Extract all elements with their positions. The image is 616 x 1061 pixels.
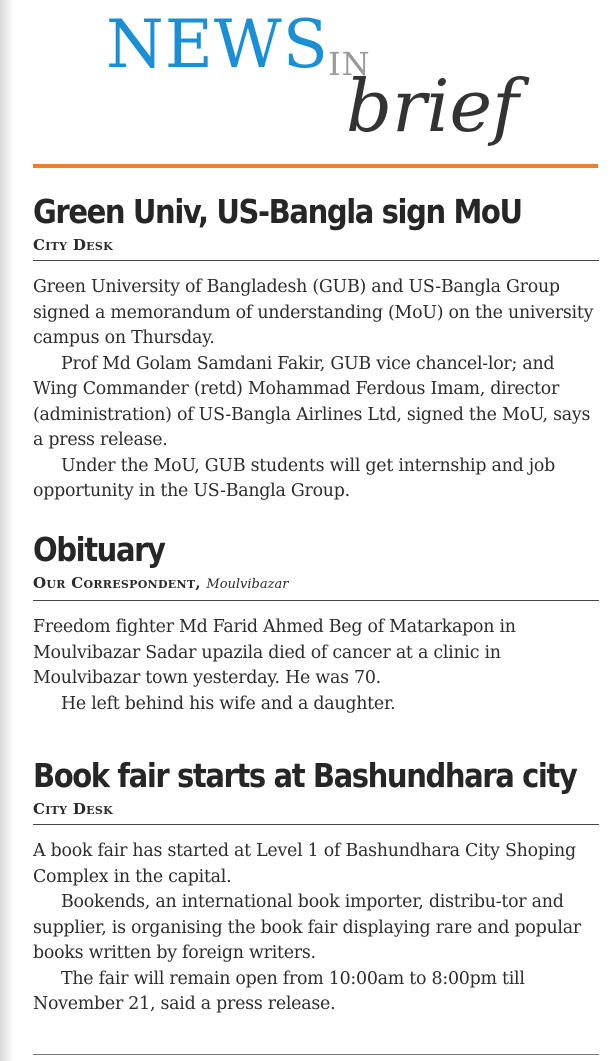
story-headline: Green Univ, US-Bangla sign MoU <box>33 192 522 231</box>
story-green-univ <box>33 192 603 505</box>
story-paragraph: The fair will remain open from 10:00am to 8:00pm till November 21, said a press release. <box>33 968 525 1014</box>
story-headline: Obituary <box>33 530 165 569</box>
byline-desk: City Desk <box>33 236 113 254</box>
story-byline <box>33 234 603 256</box>
byline-rule <box>33 824 599 825</box>
story-paragraph: Bookends, an international book importer, distribu-tor and supplier, is organising the book fair displaying rare and popular books written by foreign writers. <box>33 892 581 963</box>
byline-correspondent: Our Correspondent, <box>33 574 201 592</box>
byline-rule <box>33 600 599 601</box>
story-paragraph: Freedom fighter Md Farid Ahmed Beg of Matarkapon in Moulvibazar Sadar upazila died of cancer at a clinic in Moulvibazar town yesterday. He was 70. <box>33 617 516 688</box>
story-paragraph: Prof Md Golam Samdani Fakir, GUB vice chancel-lor; and Wing Commander (retd) Mohammad Ferdous Imam, director (administration) of US-Bangla Airlines Ltd, signed the MoU, says a press release. <box>33 353 591 450</box>
story-byline <box>33 572 603 596</box>
story-headline: Book fair starts at Bashundhara city <box>33 756 577 795</box>
story-obituary <box>33 530 603 717</box>
masthead-in: IN <box>328 45 371 83</box>
page-edge-shadow <box>0 0 14 1061</box>
masthead-rule <box>33 164 598 168</box>
story-paragraph: Green University of Bangladesh (GUB) and US-Bangla Group signed a memorandum of understanding (MoU) on the university campus on Thursday. <box>33 277 594 348</box>
bottom-rule <box>33 1054 599 1055</box>
masthead-news: NEWS <box>106 6 329 83</box>
story-book-fair <box>33 756 603 1018</box>
story-body <box>33 275 603 505</box>
masthead-brief: brief <box>346 64 519 148</box>
byline-desk: City Desk <box>33 800 113 818</box>
story-paragraph: He left behind his wife and a daughter. <box>61 693 396 714</box>
story-byline <box>33 798 603 820</box>
story-body <box>33 615 603 717</box>
story-paragraph: A book fair has started at Level 1 of Bashundhara City Shoping Complex in the capital. <box>33 841 576 887</box>
masthead <box>100 4 560 154</box>
byline-place: Moulvibazar <box>206 577 289 592</box>
byline-rule <box>33 260 599 261</box>
story-body <box>33 839 603 1018</box>
story-paragraph: Under the MoU, GUB students will get internship and job opportunity in the US-Bangla Group. <box>33 455 555 501</box>
